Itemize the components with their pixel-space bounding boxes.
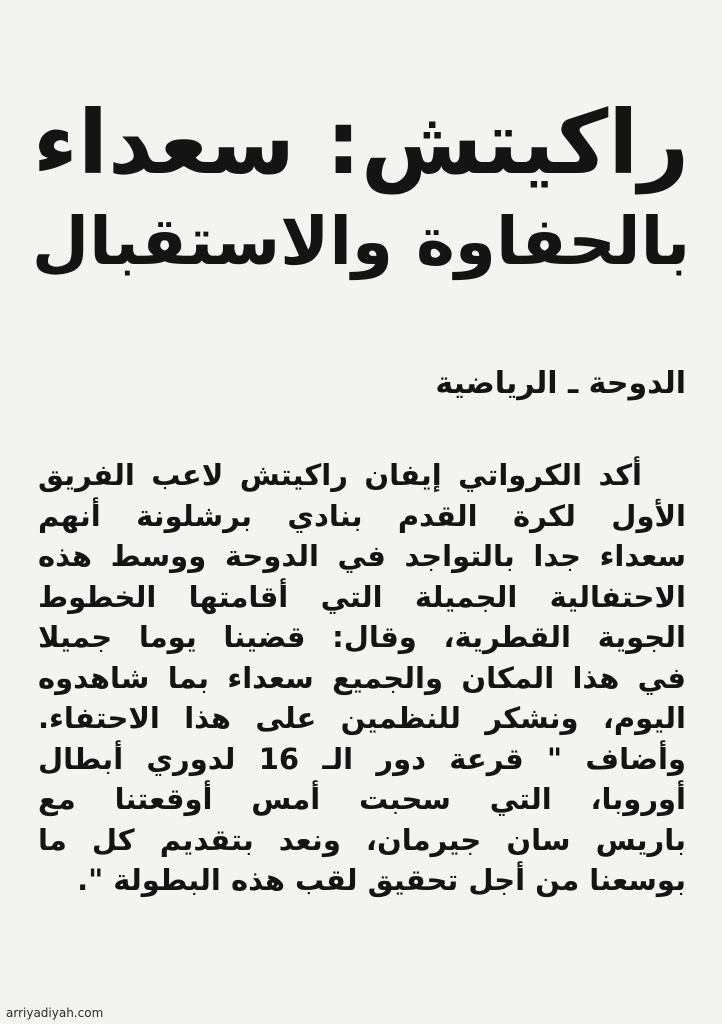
body-line: الأول لكرة القدم بنادي برشلونة أنهم — [38, 498, 686, 533]
headline-line-1: راكيتش: سعداء — [32, 91, 690, 195]
source-credit: arriyadiyah.com — [6, 1006, 104, 1020]
body-line: أوروبا، التي سحبت أمس أوقعتنا مع — [38, 782, 686, 816]
body-line: اليوم، ونشكر للنظمين على هذا الاحتفاء. — [38, 701, 686, 735]
article-headline — [30, 91, 692, 325]
body-line: في هذا المكان والجميع سعداء بما شاهدوه — [38, 660, 686, 695]
body-line: الجوية القطرية، وقال: قضينا يوما جميلا — [38, 620, 686, 654]
body-line: سعداء جدا بالتواجد في الدوحة ووسط هذه — [38, 539, 686, 573]
article-dateline: الدوحة ـ الرياضية — [435, 366, 686, 401]
body-line: وأضاف " قرعة دور الـ 16 لدوري أبطال — [38, 741, 686, 776]
headline-line-2: بالحفاوة والاستقبال — [31, 203, 691, 281]
body-line: بوسعنا من أجل تحقيق لقب هذه البطولة ". — [77, 863, 686, 897]
body-line: الاحتفالية الجميلة التي أقامتها الخطوط — [38, 579, 686, 614]
body-line: أكد الكرواتي إيفان راكيتش لاعب الفريق — [38, 458, 642, 492]
body-line: باريس سان جيرمان، ونعد بتقديم كل ما — [38, 822, 686, 857]
article-body — [38, 455, 686, 901]
